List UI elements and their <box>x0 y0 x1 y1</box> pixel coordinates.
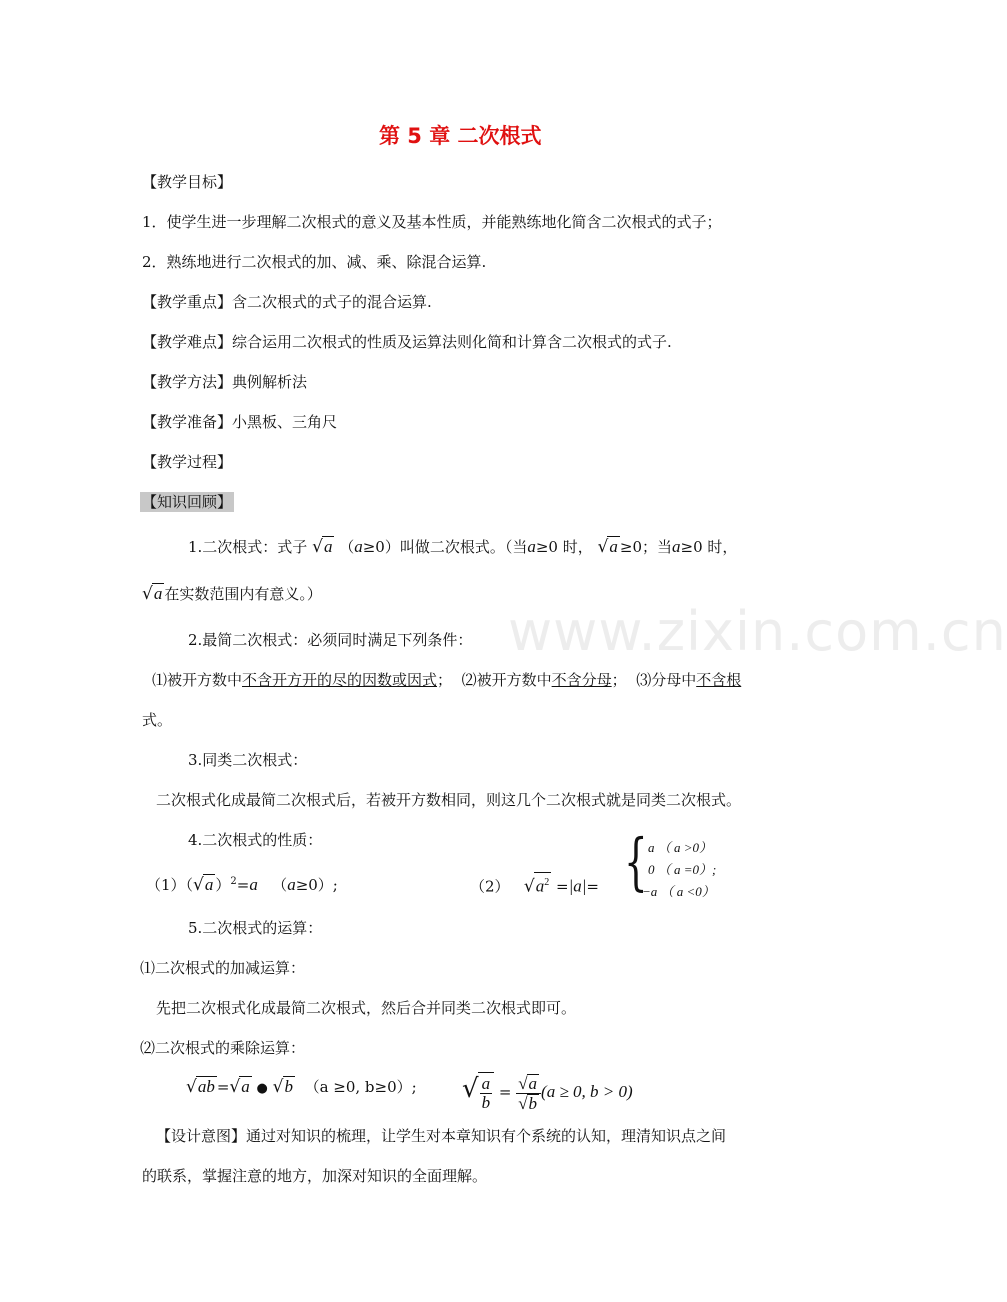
frac-den: b <box>481 1092 491 1112</box>
page-title: 第 5 章 二次根式 <box>379 124 542 148</box>
objective-2: 2．熟练地进行二次根式的加、减、乘、除混合运算. <box>142 253 487 271</box>
radicand: b <box>284 1077 294 1096</box>
review-item-2-title: 2.最简二次根式：必须同时满足下列条件： <box>188 631 473 649</box>
prop1-cond: （ <box>272 876 288 894</box>
review-item-5-title: 5.二次根式的运算： <box>188 919 323 937</box>
design-text-1: 通过对知识的梳理，让学生对本章知识有个系统的认知，理清知识点之间 <box>246 1127 727 1145</box>
prop1-cond2: ≥0）; <box>295 876 338 894</box>
review-item-3-title: 3.同类二次根式： <box>188 751 308 769</box>
mul-formula: √ab =√a ● √b （a ≥0, b≥0）; <box>186 1077 417 1097</box>
sqrt-symbol: √ <box>312 537 323 557</box>
cond2-pre: ⑵被开方数中 <box>461 671 552 689</box>
cond3-pre: ⑶分母中 <box>636 671 697 689</box>
var-a: a <box>249 875 258 894</box>
sqrt-symbol: √ <box>193 875 204 895</box>
difficulty-label: 【教学难点】 <box>142 333 233 351</box>
sqrt-symbol: √ <box>597 537 609 557</box>
cond1-underlined: 不含开方开的尽的因数或因式 <box>242 671 438 689</box>
item1-text-d: ≥0 时， <box>535 538 593 556</box>
cond2-underlined: 不含分母 <box>551 671 612 689</box>
radicand: a <box>153 584 163 603</box>
item1-text-c: ≥0）叫做二次根式。（当 <box>362 538 528 556</box>
prep-label: 【教学准备】 <box>142 413 233 431</box>
item1-text-e: ≥0；当 <box>619 538 672 556</box>
preparation <box>142 412 337 432</box>
review-item-3-text: 二次根式化成最简二次根式后，若被开方数相同，则这几个二次根式就是同类二次根式。 <box>156 791 742 809</box>
var-a: a <box>527 537 536 556</box>
design-intent-cont: 的联系，掌握注意的地方，加深对知识的全面理解。 <box>142 1167 488 1185</box>
sqrt-symbol: √ <box>462 1074 479 1104</box>
abs-a: |a| <box>568 876 587 896</box>
cond1-pre: ⑴被开方数中 <box>152 671 243 689</box>
prop2-eq: = <box>555 877 569 896</box>
design-label: 【设计意图】 <box>156 1127 247 1145</box>
design-intent <box>156 1126 726 1146</box>
review-item-2-tail: 式。 <box>142 711 173 729</box>
difficulty-text: 综合运用二次根式的性质及运算法则化简和计算含二次根式的式子. <box>232 333 672 351</box>
watermark: www.zixin.com.cn <box>508 600 1007 663</box>
prop1-exp: 2 <box>230 876 237 887</box>
var-a: a <box>354 537 363 556</box>
radicand <box>534 872 552 897</box>
cond1-post: ； <box>437 671 453 689</box>
prop2-num: （2） <box>470 877 510 896</box>
key-text: 含二次根式的式子的混合运算. <box>232 293 432 311</box>
item1-text-f: ≥0 时， <box>680 538 738 556</box>
item1-text-a: 1.二次根式：式子 <box>188 538 308 556</box>
sqrt-symbol: √ <box>186 1077 197 1097</box>
sqrt-symbol: √ <box>142 584 153 604</box>
item1-text-b: （ <box>339 538 355 556</box>
var-a: a <box>535 876 545 896</box>
prep-text: 小黑板、三角尺 <box>232 413 338 431</box>
square-exp: 2 <box>544 877 550 888</box>
review-item-1 <box>188 536 737 557</box>
radicand: a <box>204 875 214 894</box>
prop2-eq: = <box>586 877 599 896</box>
case-3: −a （ a <0） <box>642 884 715 899</box>
op2-title: ⑵二次根式的乘除运算： <box>140 1039 306 1057</box>
objective-1: 1．使学生进一步理解二次根式的意义及基本性质，并能熟练地化简含二次根式的式子； <box>142 213 722 231</box>
brace-icon: { <box>624 825 648 898</box>
objective-heading: 【教学目标】 <box>142 173 233 191</box>
key-point <box>142 292 432 312</box>
process-heading: 【教学过程】 <box>142 453 233 471</box>
prop1-num: （1）（ <box>146 876 194 894</box>
prop1-mid: ） <box>215 876 231 894</box>
property-1 <box>146 872 338 895</box>
method <box>142 372 307 392</box>
property-2 <box>470 872 599 897</box>
review-item-4-title: 4.二次根式的性质： <box>188 831 323 849</box>
div-cond: (a ≥ 0, b > 0) <box>541 1082 633 1101</box>
frac-num: a <box>481 1073 491 1093</box>
op1-text: 先把二次根式化成最简二次根式，然后合并同类二次根式即可。 <box>156 999 577 1017</box>
review-item-2-conditions <box>152 670 741 690</box>
review-item-1-cont <box>142 583 322 604</box>
div-formula: √ $\frac{a}{b}$ = $\frac{√a}{√b}$ (a ≥ 0, b > 0) <box>462 1073 633 1113</box>
item1-text-g: 在实数范围内有意义。） <box>164 585 322 603</box>
var-a: a <box>672 537 681 556</box>
dot-icon: ● <box>256 1081 268 1096</box>
case-2: 0 （ a =0）; <box>648 862 717 877</box>
radicand: a <box>241 1077 250 1096</box>
radicand <box>478 1072 495 1112</box>
radicand: a <box>609 537 618 556</box>
difficulty <box>142 332 672 352</box>
op1-title: ⑴二次根式的加减运算： <box>140 959 306 977</box>
case-1: a （ a >0） <box>648 840 713 855</box>
key-label: 【教学重点】 <box>142 293 233 311</box>
frac-num: √a <box>516 1074 541 1094</box>
method-text: 典例解析法 <box>232 373 308 391</box>
prop1-eq: = <box>236 876 250 894</box>
sqrt-symbol: √ <box>272 1077 284 1097</box>
method-label: 【教学方法】 <box>142 373 233 391</box>
radicand: ab <box>197 1077 215 1096</box>
radicand: a <box>323 537 333 556</box>
cond3-underlined: 不含根 <box>696 671 742 689</box>
review-label: 【知识回顾】 <box>142 493 233 511</box>
var-a: a <box>287 875 296 894</box>
review-heading <box>140 492 234 512</box>
mul-cond: （a ≥0, b≥0）; <box>304 1078 417 1096</box>
cond2-post: ； <box>611 671 627 689</box>
frac-den: √b <box>518 1093 538 1113</box>
sqrt-symbol: √ <box>523 876 535 897</box>
sqrt-symbol: √ <box>229 1077 241 1097</box>
